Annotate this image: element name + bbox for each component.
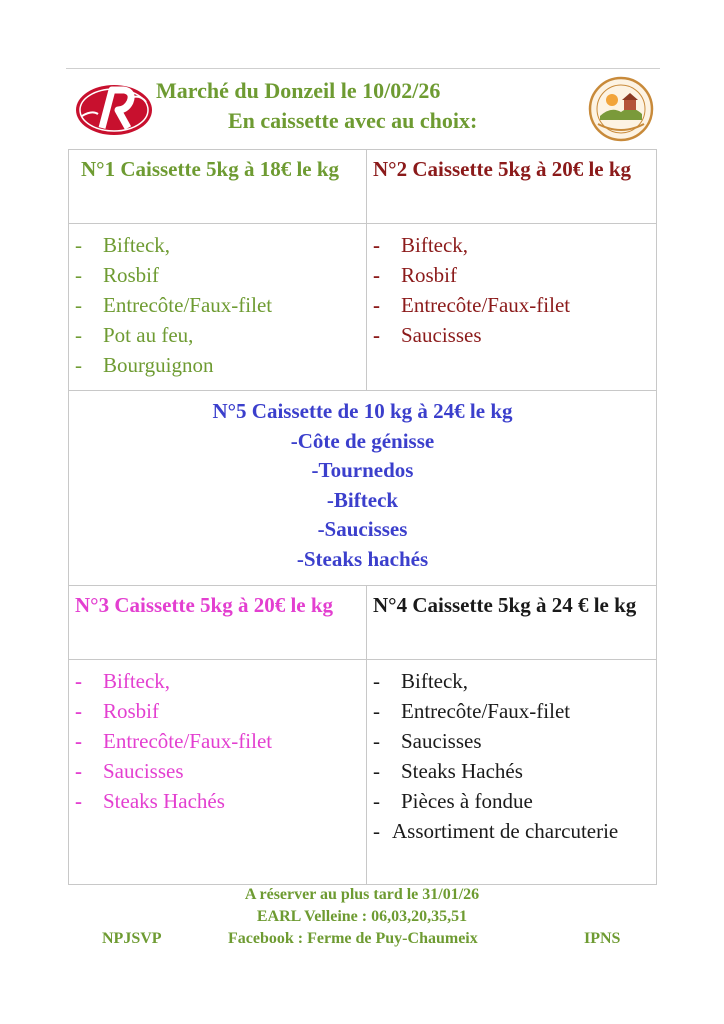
footer-reserve: A réserver au plus tard le 31/01/26 [244,886,480,903]
box5-item: -Steaks hachés [296,546,429,571]
header-title: Marché du Donzeil le 10/02/26 [156,78,441,103]
list-item: - Entrecôte/Faux-filet [373,699,571,723]
list-item: - Entrecôte/Faux-filet [75,293,273,317]
box3-title-cell [69,586,367,660]
list-item: - Rosbif [75,699,160,723]
box5-item: -Tournedos [311,458,414,482]
list-item: - Bifteck, [75,669,171,693]
box2-list [373,230,650,350]
list-item: - Assortiment de charcuterie [373,819,619,843]
box1-title-cell [69,150,367,224]
box5-item: -Bifteck [326,487,399,512]
label-rouge-logo [72,80,154,138]
box2-title-cell [367,150,657,224]
footer [0,884,724,952]
box-menu-table [68,149,657,885]
list-item: - Steaks Hachés [373,759,523,783]
box3-list-cell [69,660,367,885]
footer-facebook: Facebook : Ferme de Puy-Chaumeix [228,930,478,947]
list-item: - Saucisses [75,759,184,783]
list-item: - Steaks Hachés [75,789,225,813]
top-divider [66,68,660,69]
box2-title: N°2 Caissette 5kg à 20€ le kg [373,157,632,181]
list-item: - Saucisses [373,323,482,347]
box1-list [75,230,360,380]
list-item: - Saucisses [373,729,482,753]
header [68,72,658,148]
list-item: - Bifteck, [373,669,469,693]
box1-list-cell [69,224,367,391]
footer-npjsvp: NPJSVP [102,930,162,947]
list-item: - Pièces à fondue [373,789,533,813]
box3-list [75,666,360,816]
box5-title: N°5 Caissette de 10 kg à 24€ le kg [212,399,513,423]
list-item: - Bifteck, [75,233,171,257]
list-item: - Rosbif [373,263,458,287]
footer-ipns: IPNS [584,930,621,947]
box3-title: N°3 Caissette 5kg à 20€ le kg [75,593,334,617]
box1-title: N°1 Caissette 5kg à 18€ le kg [81,157,340,181]
box4-title: N°4 Caissette 5kg à 24 € le kg [373,593,637,617]
list-item: - Entrecôte/Faux-filet [75,729,273,753]
footer-row [0,928,724,952]
list-item: - Pot au feu, [75,323,194,347]
header-subtitle: En caissette avec au choix: [228,108,478,133]
box5-item: -Saucisses [317,517,408,541]
list-item: - Bourguignon [75,353,214,377]
box2-list-cell [367,224,657,391]
list-item: - Entrecôte/Faux-filet [373,293,571,317]
box5-cell [69,391,657,586]
box5-item: -Côte de génisse [290,428,435,453]
ferme-round-seal-logo [586,76,656,142]
list-item: - Bifteck, [373,233,469,257]
box4-list-cell [367,660,657,885]
box4-title-cell [367,586,657,660]
box4-list [373,666,650,846]
list-item: - Rosbif [75,263,160,287]
footer-contact: EARL Velleine : 06,03,20,35,51 [256,908,468,925]
